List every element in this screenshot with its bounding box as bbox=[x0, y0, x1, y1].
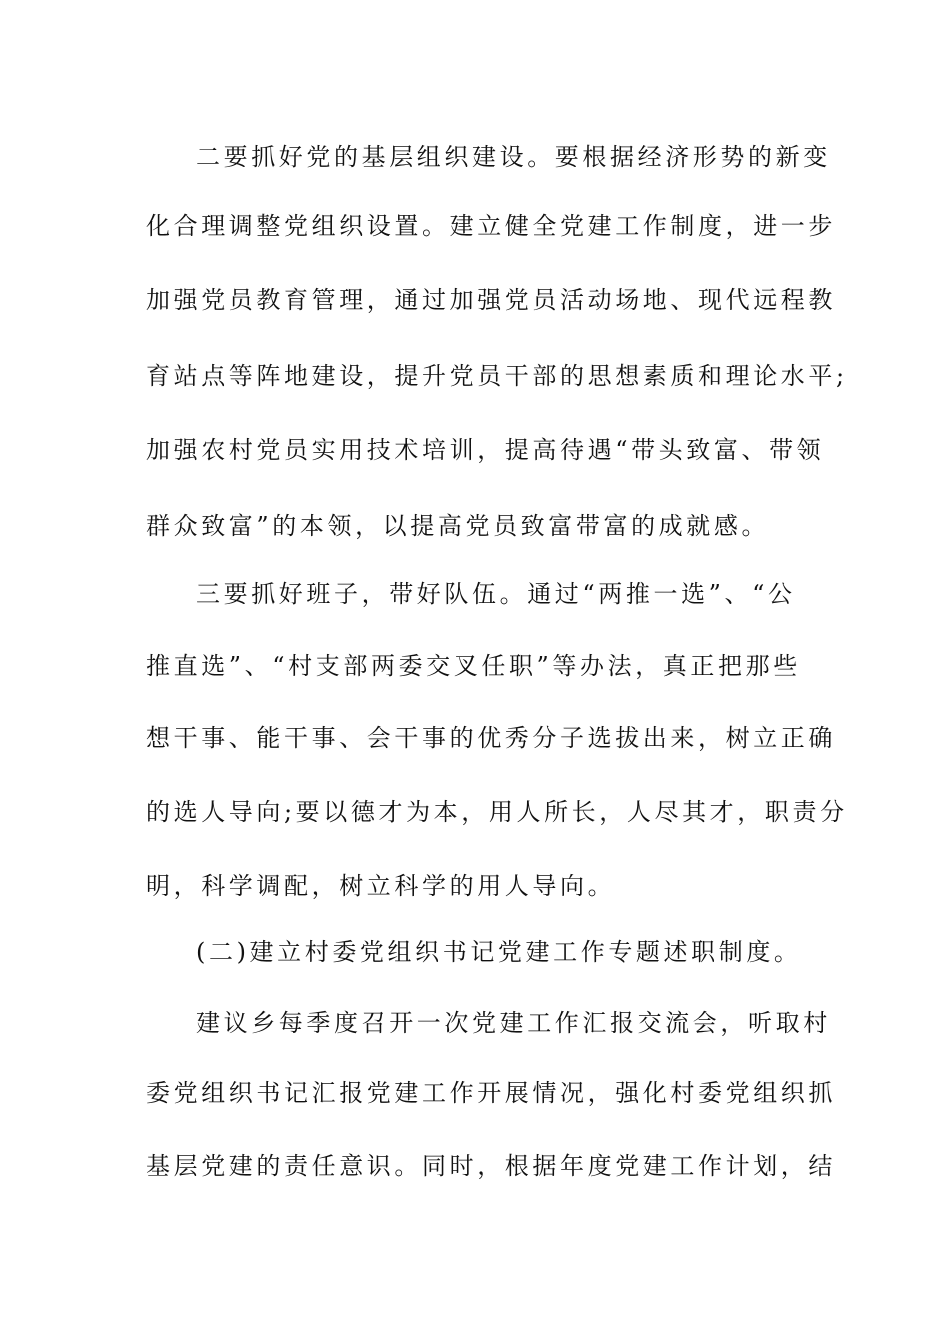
text-line: 明，科学调配，树立科学的用人导向。 bbox=[146, 872, 616, 900]
text-line: 三要抓好班子，带好队伍。通过“两推一选”、“公 bbox=[196, 580, 796, 608]
section-heading: (二)建立村委党组织书记党建工作专题述职制度。 bbox=[196, 938, 802, 966]
text-line: 二要抓好党的基层组织建设。要根据经济形势的新变 bbox=[196, 143, 831, 171]
text-line: 的选人导向;要以德才为本，用人所长，人尽其才，职责分 bbox=[146, 798, 848, 826]
text-line: 建议乡每季度召开一次党建工作汇报交流会，听取村 bbox=[196, 1009, 831, 1037]
text-line: 育站点等阵地建设，提升党员干部的思想素质和理论水平; bbox=[146, 362, 848, 390]
text-line: 基层党建的责任意识。同时，根据年度党建工作计划，结 bbox=[146, 1152, 836, 1180]
text-line: 加强党员教育管理，通过加强党员活动场地、现代远程教 bbox=[146, 286, 836, 314]
text-line: 委党组织书记汇报党建工作开展情况，强化村委党组织抓 bbox=[146, 1079, 836, 1107]
text-line: 推直选”、“村支部两委交叉任职”等办法，真正把那些 bbox=[146, 652, 801, 680]
text-line: 化合理调整党组织设置。建立健全党建工作制度，进一步 bbox=[146, 212, 836, 240]
text-line: 加强农村党员实用技术培训，提高待遇“带头致富、带领 bbox=[146, 436, 825, 464]
text-line: 群众致富”的本领，以提高党员致富带富的成就感。 bbox=[146, 512, 770, 540]
text-line: 想干事、能干事、会干事的优秀分子选拔出来，树立正确 bbox=[146, 724, 836, 752]
